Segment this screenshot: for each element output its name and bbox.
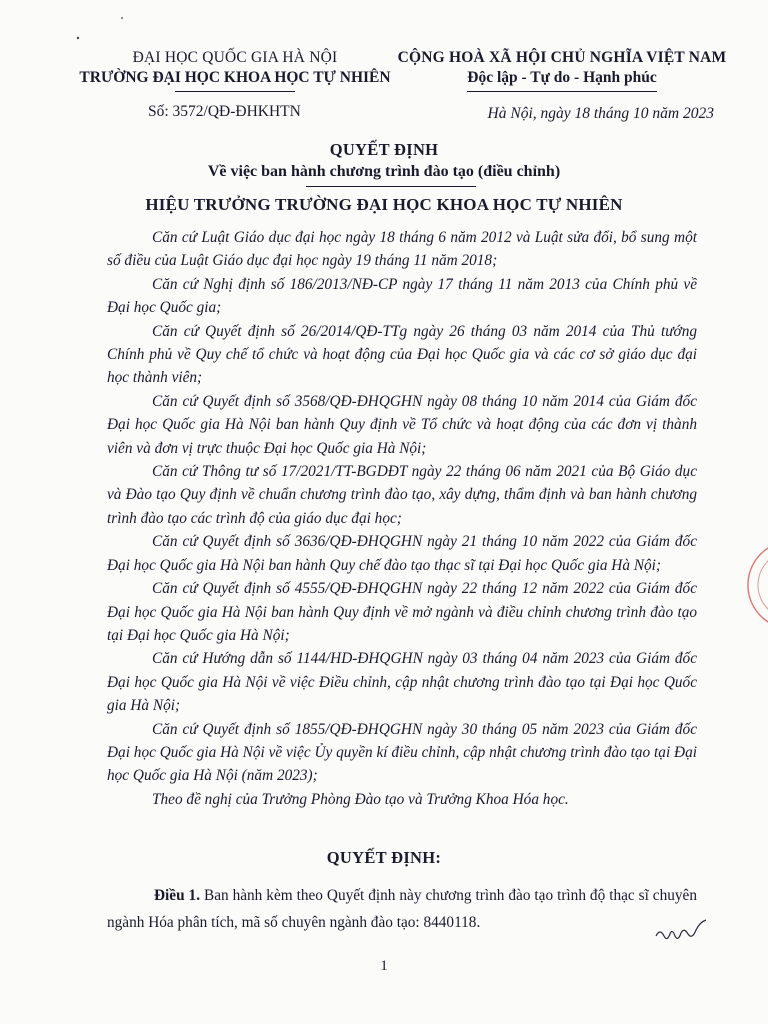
- national-header: [392, 48, 732, 92]
- proposal-paragraph: Theo đề nghị của Trưởng Phòng Đào tạo và Trưởng Khoa Hóa học.: [152, 790, 569, 808]
- decision-subject: Về việc ban hành chương trình đào tạo (điều chỉnh): [207, 163, 561, 180]
- school-name: TRƯỜNG ĐẠI HỌC KHOA HỌC TỰ NHIÊN: [79, 69, 391, 86]
- document-date: Hà Nội, ngày 18 tháng 10 năm 2023: [487, 105, 714, 122]
- motto-underline: [467, 91, 657, 92]
- article-1-text: Ban hành kèm theo Quyết định này chương trình đào tạo trình độ thạc sĩ chuyên ngành Hóa phân tích, mã số chuyên ngành đào tạo: 8440118.: [107, 887, 697, 931]
- scan-speck: [70, 14, 130, 44]
- basis-paragraph: Căn cứ Quyết định số 3568/QĐ-ĐHQGHN ngày 08 tháng 10 năm 2014 của Giám đốc Đại học Quốc gia Hà Nội ban hành Quy định về Tổ chức và hoạt động của các đơn vị thành viên và đơn vị trực thuộc Đại học Quốc gia Hà Nội;: [107, 392, 697, 457]
- national-motto: Độc lập - Tự do - Hạnh phúc: [467, 69, 657, 86]
- basis-paragraph: Căn cứ Luật Giáo dục đại học ngày 18 tháng 6 năm 2012 và Luật sửa đổi, bổ sung một số điều của Luật Giáo dục đại học ngày 19 tháng 11 năm 2018;: [107, 229, 697, 270]
- issuer-authority: HIỆU TRƯỞNG TRƯỜNG ĐẠI HỌC KHOA HỌC TỰ NHIÊN: [145, 195, 623, 214]
- page-number: 1: [380, 958, 388, 974]
- basis-paragraph: Căn cứ Quyết định số 26/2014/QĐ-TTg ngày 26 tháng 03 năm 2014 của Thủ tướng Chính phủ về Quy chế tổ chức và hoạt động của Đại học Quốc gia và các cơ sở giáo dục đại học thành viên;: [107, 322, 697, 387]
- country-name: CỘNG HOÀ XÃ HỘI CHỦ NGHĨA VIỆT NAM: [397, 49, 727, 66]
- university-name: ĐẠI HỌC QUỐC GIA HÀ NỘI: [132, 49, 338, 66]
- basis-paragraph: Căn cứ Quyết định số 3636/QĐ-ĐHQGHN ngày 21 tháng 10 năm 2022 của Giám đốc Đại học Quốc gia Hà Nội ban hành Quy chế đào tạo thạc sĩ tại Đại học Quốc gia Hà Nội;: [107, 533, 697, 574]
- initials-signature: [652, 918, 712, 946]
- basis-paragraph: Căn cứ Quyết định số 1855/QĐ-ĐHQGHN ngày 30 tháng 05 năm 2023 của Giám đốc Đại học Quốc gia Hà Nội về việc Ủy quyền kí điều chỉnh, cập nhật chương trình đào tạo tại Đại học Quốc gia Hà Nội (năm 2023);: [107, 720, 697, 785]
- article-1: [107, 882, 697, 936]
- subject-underline: [306, 186, 476, 187]
- basis-paragraph: Căn cứ Nghị định số 186/2013/NĐ-CP ngày 17 tháng 11 năm 2013 của Chính phủ về Đại học Quốc gia;: [107, 275, 697, 317]
- legal-basis: [107, 226, 697, 811]
- basis-paragraph: Căn cứ Thông tư số 17/2021/TT-BGDĐT ngày 22 tháng 06 năm 2021 của Bộ Giáo dục và Đào tạo Quy định về chuẩn chương trình đào tạo, xây dựng, thẩm định và ban hành chương trình đào tạo các trình độ của giáo dục đại học;: [107, 463, 697, 527]
- decision-heading: QUYẾT ĐỊNH:: [326, 848, 442, 867]
- article-1-label: Điều 1.: [154, 887, 201, 904]
- basis-paragraph: Căn cứ Hướng dẫn số 1144/HD-ĐHQGHN ngày 03 tháng 04 năm 2023 của Giám đốc Đại học Quốc gia Hà Nội về việc Điều chỉnh, cập nhật chương trình đào tạo tại Đại học Quốc gia Hà Nội;: [107, 650, 697, 715]
- document-number: Số: 3572/QĐ-ĐHKHTN: [148, 103, 301, 120]
- basis-paragraph: Căn cứ Quyết định số 4555/QĐ-ĐHQGHN ngày 22 tháng 12 năm 2022 của Giám đốc Đại học Quốc gia Hà Nội ban hành Quy định về mở ngành và điều chỉnh chương trình đào tạo tại Đại học Quốc gia Hà Nội;: [107, 580, 697, 644]
- issuer-header: [70, 48, 400, 92]
- issuer-underline: [175, 91, 295, 92]
- decision-title: QUYẾT ĐỊNH: [329, 140, 439, 159]
- red-seal-fragment: [738, 540, 768, 630]
